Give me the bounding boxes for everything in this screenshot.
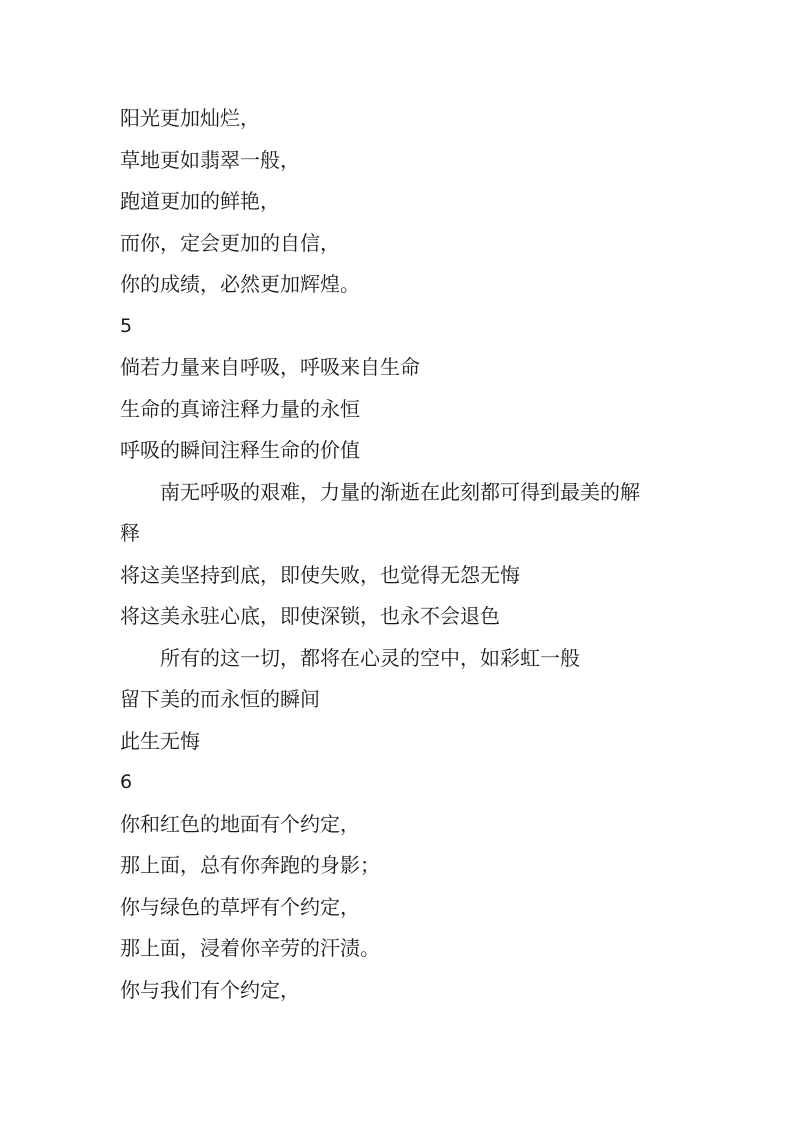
text-line: 此生无悔 [120,728,200,753]
text-line: 草地更如翡翠一般， [120,147,300,172]
text-line: 跑道更加的鲜艳， [120,189,280,213]
text-line: 留下美的而永恒的瞬间 [120,687,320,711]
text-line: 南无呼吸的艰难，力量的渐逝在此刻都可得到最美的解 [160,479,640,504]
section-number: 6 [120,771,133,793]
section-number: 5 [120,314,133,337]
text-line: 那上面，总有你奔跑的身影； [120,853,380,877]
text-line: 释 [120,521,140,545]
text-line: 你与绿色的草坪有个约定， [120,894,360,919]
text-line: 你的成绩，必然更加辉煌。 [120,272,360,296]
text-line: 而你，定会更加的自信， [120,230,340,255]
text-line: 那上面，浸着你辛劳的汗渍。 [120,936,380,960]
text-line: 将这美坚持到底，即使失败，也觉得无怨无悔 [120,562,520,587]
text-line: 你与我们有个约定， [120,977,300,1002]
text-line: 阳光更加灿烂， [120,106,260,130]
text-line: 呼吸的瞬间注释生命的价值 [120,438,360,462]
text-line: 倘若力量来自呼吸，呼吸来自生命 [120,355,420,379]
text-line: 所有的这一切，都将在心灵的空中，如彩虹一般 [160,645,580,670]
text-line: 你和红色的地面有个约定， [120,811,360,836]
text-line: 生命的真谛注释力量的永恒 [120,396,360,421]
document-body [120,103,680,1016]
text-line: 将这美永驻心底，即使深锁，也永不会退色 [120,604,500,628]
